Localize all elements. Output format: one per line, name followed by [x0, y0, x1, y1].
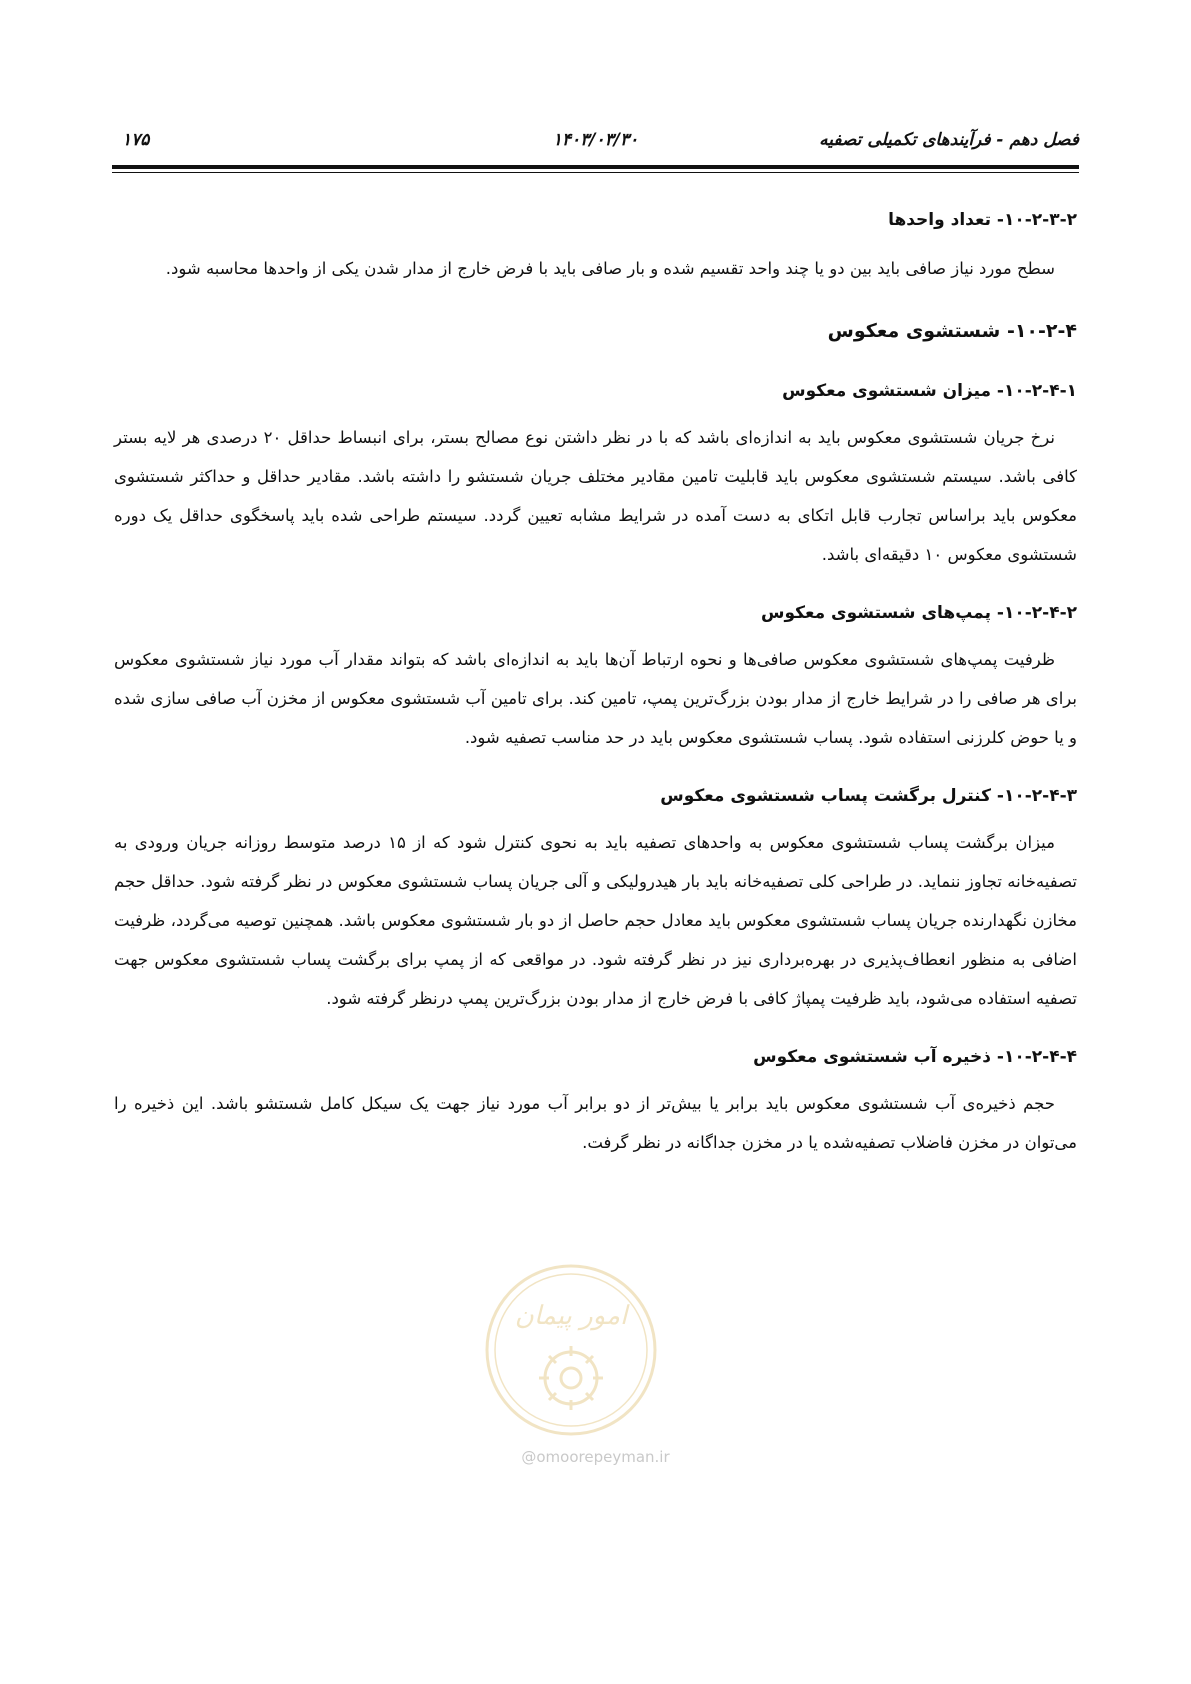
section-heading: ۱۰-۲-۴-۱- میزان شستشوی معکوس: [782, 381, 1077, 401]
section-heading: ۱۰-۲-۴- شستشوی معکوس: [827, 320, 1077, 342]
page-header: [112, 130, 1079, 158]
section-heading: ۱۰-۲-۴-۴- ذخیره آب شستشوی معکوس: [753, 1047, 1077, 1067]
watermark-logo: [483, 1262, 659, 1438]
header-rule-thick: [112, 165, 1079, 169]
paragraph: حجم ذخیره‌ی آب شستشوی معکوس باید برابر یا بیش‌تر از دو برابر آب مورد نیاز جهت یک سیکل کامل شستشو باشد. این ذخیره را می‌توان در مخزن فاضلاب تصفیه‌شده یا در مخزن جداگانه در نظر گرفت.: [114, 1094, 1077, 1152]
chapter-title: فصل دهم - فرآیندهای تکمیلی تصفیه: [819, 130, 1079, 150]
header-date: ۱۴۰۳/۰۳/۳۰: [552, 130, 639, 150]
paragraph: ظرفیت پمپ‌های شستشوی معکوس صافی‌ها و نحوه ارتباط آن‌ها باید به اندازه‌ای باشد که بتواند مقدار آب مورد نیاز شستشوی معکوس برای هر صافی را در شرایط خارج از مدار بودن بزرگ‌ترین پمپ، تامین کند. برای تامین آب شستشوی معکوس از مخزن آب صافی سازی شده و یا حوض کلرزنی استفاده شود. پساب شستشوی معکوس باید در حد مناسب تصفیه شود.: [114, 650, 1077, 747]
page-number: ۱۷۵: [122, 130, 150, 150]
section-heading: ۱۰-۲-۴-۳- کنترل برگشت پساب شستشوی معکوس: [660, 786, 1077, 806]
paragraph: میزان برگشت پساب شستشوی معکوس به واحدهای تصفیه باید به نحوی کنترل شود که از ۱۵ درصد متوسط روزانه جریان ورودی به تصفیه‌خانه تجاوز ننماید. در طراحی کلی تصفیه‌خانه باید بار هیدرولیکی و آلی جریان پساب شستشوی معکوس در نظر گرفته شود. حداقل حجم مخازن نگهدارنده جریان پساب شستشوی معکوس باید معادل حجم حاصل از دو بار شستشوی معکوس باشد. همچنین توصیه می‌گردد، ظرفیت اضافی به منظور انعطاف‌پذیری در بهره‌برداری نیز در نظر گرفته شود. در مواقعی که از پمپ برای برگشت پساب شستشوی معکوس جهت تصفیه استفاده می‌شود، باید ظرفیت پمپاژ کافی با فرض خارج از مدار بودن بزرگ‌ترین پمپ درنظر گرفته شود.: [114, 833, 1077, 1008]
section-heading: ۱۰-۲-۳-۲- تعداد واحدها: [888, 210, 1077, 230]
watermark-logo-text: امور پیمان: [514, 1301, 628, 1331]
header-rule-thin: [112, 172, 1079, 173]
watermark-url: @omoorepeyman.ir: [521, 1448, 670, 1466]
paragraph: سطح مورد نیاز صافی باید بین دو یا چند واحد تقسیم شده و بار صافی باید با فرض خارج از مدار شدن یکی از واحدها محاسبه شود.: [165, 259, 1055, 278]
paragraph: نرخ جریان شستشوی معکوس باید به اندازه‌ای باشد که با در نظر داشتن نوع مصالح بستر، برای انبساط حداقل ۲۰ درصدی هر لایه بستر کافی باشد. سیستم شستشوی معکوس باید قابلیت تامین مقادیر مختلف جریان شستشو را داشته باشد. مقادیر حداقل و حداکثر شستشوی معکوس باید براساس تجارب قابل اتکای به دست آمده در شرایط مشابه تعیین گردد. سیستم طراحی شده باید پاسخگوی حداقل یک دوره شستشوی معکوس ۱۰ دقیقه‌ای باشد.: [114, 428, 1077, 564]
document-body: [114, 205, 1077, 1162]
section-heading: ۱۰-۲-۴-۲- پمپ‌های شستشوی معکوس: [760, 603, 1077, 623]
